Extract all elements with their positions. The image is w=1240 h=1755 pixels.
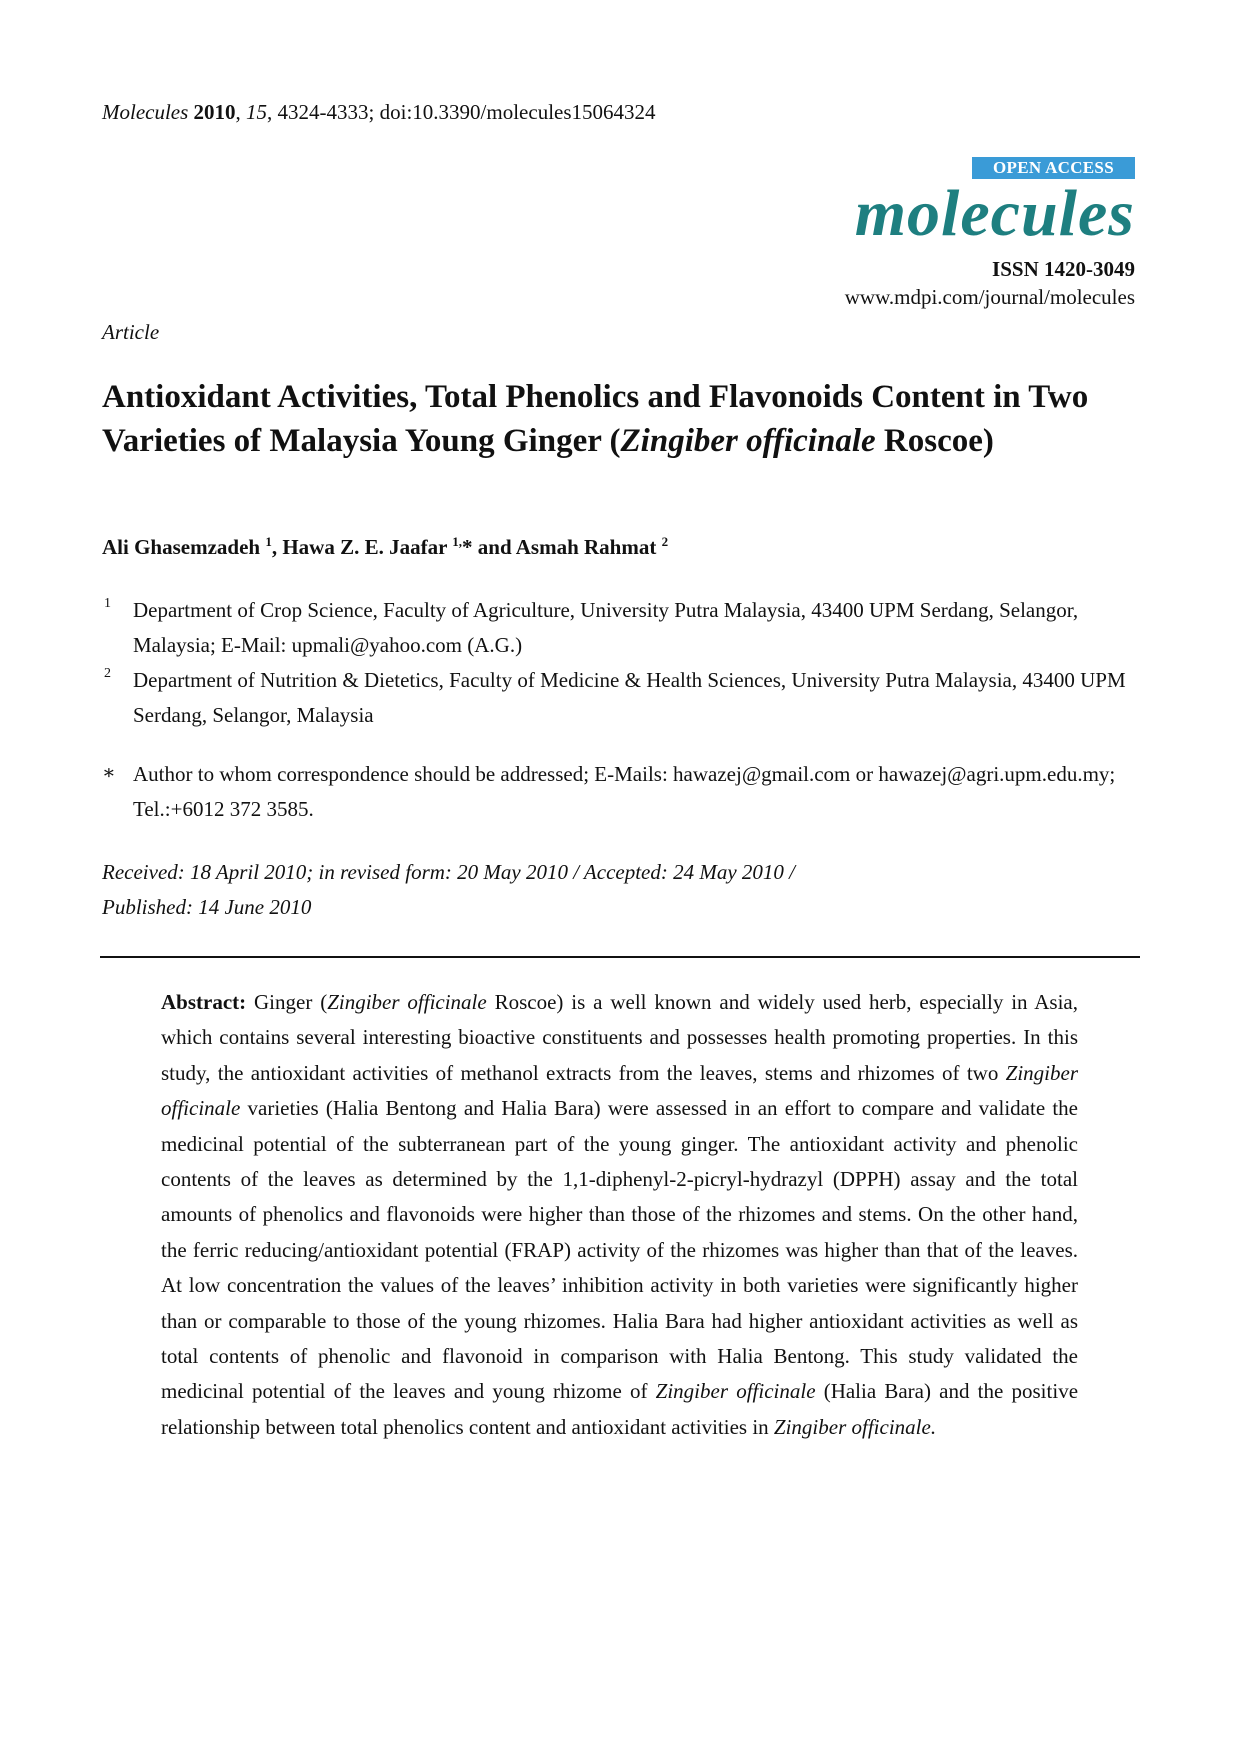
title-part-1: Antioxidant Activities, Total Phenolics and Flavonoids Content in Two Varieties of Malaysia Young Ginger ( [102, 379, 1089, 459]
abstract-species-1: Zingiber officinale [327, 990, 487, 1014]
publication-dates [102, 855, 1102, 925]
abstract-text-4: (Halia Bara) and the positive relationship between total phenolics content and antioxidant activities in [161, 1379, 1079, 1439]
dates-line-2: Published: 14 June 2010 [102, 895, 312, 919]
title-species: Zingiber officinale [620, 423, 876, 459]
author-2: , Hawa Z. E. Jaafar [271, 535, 453, 559]
author-2-affil: 1, [452, 534, 463, 549]
affiliation-1: Department of Crop Science, Faculty of Agriculture, University Putra Malaysia, 43400 UPM Serdang, Selangor, Malaysia; E-Mail: upmali@yahoo.com (A.G.) [133, 598, 1079, 657]
citation-doi: , 4324-4333; doi:10.3390/molecules15064324 [267, 100, 656, 124]
issn: ISSN 1420-3049 [992, 257, 1135, 281]
article-title [102, 375, 1142, 463]
author-1: Ali Ghasemzadeh [102, 535, 266, 559]
abstract [161, 985, 1078, 1445]
citation-year: 2010 [193, 100, 236, 124]
open-access-badge: OPEN ACCESS [972, 157, 1135, 179]
correspondence-mark: ∗ [102, 762, 116, 784]
divider [100, 956, 1140, 958]
abstract-species-3: Zingiber officinale [655, 1379, 816, 1404]
title-part-2: Roscoe) [875, 423, 994, 459]
journal-logo: molecules [854, 177, 1135, 250]
author-3-affil: 2 [661, 534, 669, 549]
dates-line-1: Received: 18 April 2010; in revised form: 20 May 2010 / Accepted: 24 May 2010 / [102, 860, 796, 884]
citation-line: Molecules 2010, 15, 4324-4333; doi:10.3390/molecules15064324 [102, 100, 656, 124]
abstract-text-1: Ginger ( [246, 990, 328, 1014]
affiliation-2-number: 2 [104, 666, 111, 681]
abstract-text-3: varieties (Halia Bentong and Halia Bara) were assessed in an effort to compare and validate the medicinal potential of the subterranean part of the young ginger. The antioxidant activity and phenolic contents of the leaves as determined by the 1,1-diphenyl-2-picryl-hydrazyl (DPPH) assay and the total amounts of phenolics and flavonoids were higher than those of the rhizomes and stems. On the other hand, the ferric reducing/antioxidant potential (FRAP) activity of the rhizomes was higher than that of the leaves. At low concentration the values of the leaves’ inhibition activity in both varieties were significantly higher than or comparable to those of the young rhizomes. Halia Bara had higher antioxidant activities as well as total contents of phenolic and flavonoid in comparison with Halia Bentong. This study validated the medicinal potential of the leaves and young rhizome of [161, 1096, 1078, 1404]
author-1-affil: 1 [265, 534, 272, 549]
abstract-text-2: Roscoe) is a well known and widely used herb, especially in Asia, which contains several interesting bioactive constituents and possesses health promoting properties. In this study, the antioxidant activities of methanol extracts from the leaves, stems and rhizomes of two [161, 990, 1079, 1085]
journal-url[interactable]: www.mdpi.com/journal/molecules [844, 285, 1135, 309]
citation-volume: 15 [246, 100, 268, 124]
author-3: * and Asmah Rahmat [462, 535, 662, 559]
correspondence: Author to whom correspondence should be addressed; E-Mails: hawazej@gmail.com or hawazej@agri.upm.edu.my; Tel.:+6012 372 3585. [133, 762, 1116, 821]
abstract-species-2: Zingiber officinale [161, 1060, 1078, 1121]
affiliation-1-number: 1 [104, 596, 111, 611]
article-type: Article [102, 320, 160, 344]
affiliation-2: Department of Nutrition & Dietetics, Faculty of Medicine & Health Sciences, University Putra Malaysia, 43400 UPM Serdang, Selangor, Malaysia [133, 668, 1126, 727]
author-list [102, 534, 668, 560]
abstract-species-4: Zingiber officinale. [773, 1414, 937, 1439]
abstract-label: Abstract: [161, 990, 247, 1014]
citation-journal: Molecules [102, 100, 189, 124]
